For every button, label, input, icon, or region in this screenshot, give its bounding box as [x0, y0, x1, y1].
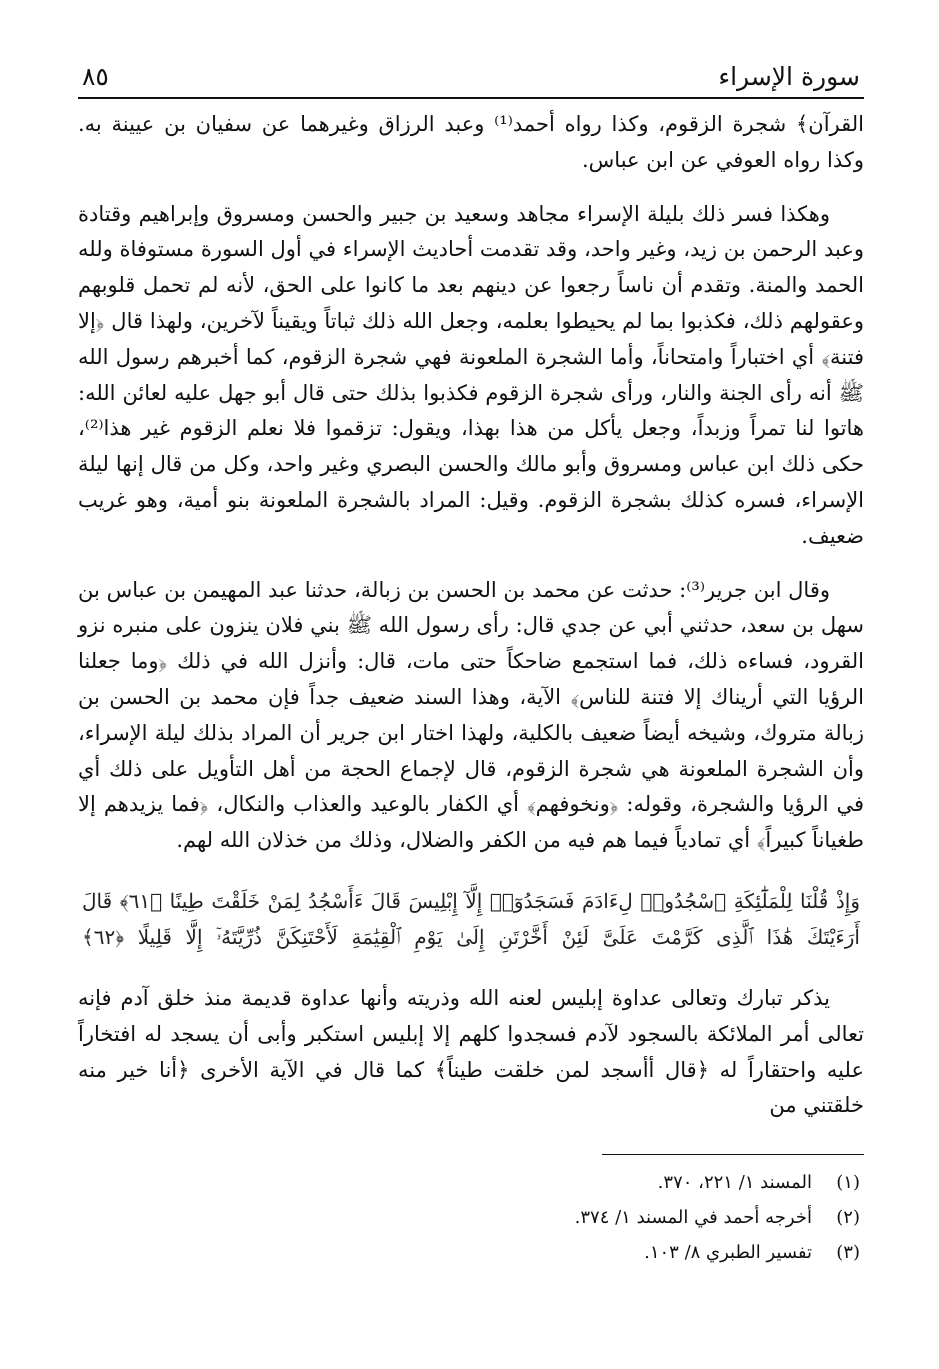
footnote-number: (١): [836, 1172, 860, 1194]
footnote-text: المسند ١/ ٢٢١، ٣٧٠.: [657, 1172, 812, 1194]
paragraph-1: القرآن﴾ شجرة الزقوم، وكذا رواه أحمد⁽¹⁾ وعبد الرزاق وغيرهما عن سفيان بن عيينة به. وكذا رواه العوفي عن ابن عباس.: [78, 112, 864, 172]
running-header: [78, 52, 864, 97]
surah-title: سورة الإسراء: [718, 62, 860, 91]
footnote-1: [78, 1165, 864, 1200]
footnote-3: [78, 1235, 864, 1270]
quran-verses: وَإِذْ قُلْنَا لِلْمَلَٰٓئِكَةِ ٱسْجُدُوا۟ لِءَادَمَ فَسَجَدُوٓا۟ إِلَّآ إِبْلِيسَ قَالَ ءَأَسْجُدُ لِمَنْ خَلَقْتَ طِينًا ﴿٦١﴾ قَالَ أَرَءَيْتَكَ هَٰذَا ٱلَّذِى كَرَّمْتَ عَلَىَّ لَئِنْ أَخَّرْتَنِ إِلَىٰ يَوْمِ ٱلْقِيَٰمَةِ لَأَحْتَنِكَنَّ ذُرِّيَّتَهُۥٓ إِلَّا قَلِيلًا ﴿٦٢﴾: [82, 888, 861, 949]
footnote-number: (٣): [836, 1242, 860, 1264]
footnote-text: تفسير الطبري ٨/ ١٠٣.: [644, 1242, 812, 1264]
paragraph-3: وقال ابن جرير⁽³⁾: حدثت عن محمد بن الحسن بن زبالة، حدثنا عبد المهيمن بن عباس بن سهل بن سعد، حدثني أبي عن جدي قال: رأى رسول الله ﷺ بني فلان ينزون على منبره نزو القرود، فساءه ذلك، فما استجمع ضاحكاً حتى مات، قال: وأنزل الله في ذلك ﴿وما جعلنا الرؤيا التي أريناك إلا فتنة للناس﴾ الآية، وهذا السند ضعيف جداً فإن محمد بن الحسن بن زبالة متروك، وشيخه أيضاً ضعيف بالكلية، ولهذا اختار ابن جرير أن المراد بذلك ليلة الإسراء، وأن الشجرة الملعونة هي شجرة الزقوم، قال لإجماع الحجة من أهل التأويل على ذلك أي في الرؤيا والشجرة، وقوله: ﴿ونخوفهم﴾ أي الكفار بالوعيد والعذاب والنكال، ﴿فما يزيدهم إلا طغياناً كبيراً﴾ أي تمادياً فيما هم فيه من الكفر والضلال، وذلك من خذلان الله لهم.: [78, 577, 864, 853]
footnote-text: أخرجه أحمد في المسند ١/ ٣٧٤.: [574, 1207, 812, 1229]
paragraph-2: وهكذا فسر ذلك بليلة الإسراء مجاهد وسعيد بن جبير والحسن ومسروق وإبراهيم وقتادة وعبد الرحمن بن زيد، وغير واحد، وقد تقدمت أحاديث الإسراء في أول السورة مستوفاة ولله الحمد والمنة. وتقدم أن ناساً رجعوا عن دينهم بعد ما كانوا على الحق، لأنه لم تحمل قلوبهم وعقولهم ذلك، فكذبوا بما لم يحيطوا بعلمه، وجعل الله ذلك ثباتاً ويقيناً لآخرين، ولهذا قال ﴿إلا فتنة﴾ أي اختباراً وامتحاناً، وأما الشجرة الملعونة فهي شجرة الزقوم، كما أخبرهم رسول الله ﷺ أنه رأى الجنة والنار، ورأى شجرة الزقوم فكذبوا بذلك حتى قال أبو جهل عليه لعائن الله: هاتوا لنا تمراً وزبداً، وجعل يأكل من هذا بهذا، ويقول: تزقموا فلا نعلم الزقوم غير هذا⁽²⁾، حكى ذلك ابن عباس ومسروق وأبو مالك والحسن البصري وغير واحد، وكل من قال إنها ليلة الإسراء، فسره كذلك بشجرة الزقوم. وقيل: المراد بالشجرة الملعونة بنو أمية، وهو غريب ضعيف.: [78, 201, 864, 548]
book-page: [78, 52, 864, 1342]
footnote-2: [78, 1200, 864, 1235]
footnotes: [78, 1165, 864, 1270]
header-rule: [78, 97, 864, 99]
footnote-rule: [602, 1154, 864, 1155]
page-number: ٨٥: [82, 62, 109, 91]
footnote-number: (٢): [836, 1207, 860, 1229]
paragraph-4: يذكر تبارك وتعالى عداوة إبليس لعنه الله وذريته وأنها عداوة قديمة منذ خلق آدم فإنه تعالى أمر الملائكة بالسجود لآدم فسجدوا كلهم إلا إبليس استكبر وأبى أن يسجد له افتخاراً عليه واحتقاراً له ﴿قال أأسجد لمن خلقت طيناً﴾ كما قال في الآية الأخرى ﴿أنا خير منه خلقتني من: [78, 985, 864, 1118]
main-text: [78, 107, 864, 1124]
